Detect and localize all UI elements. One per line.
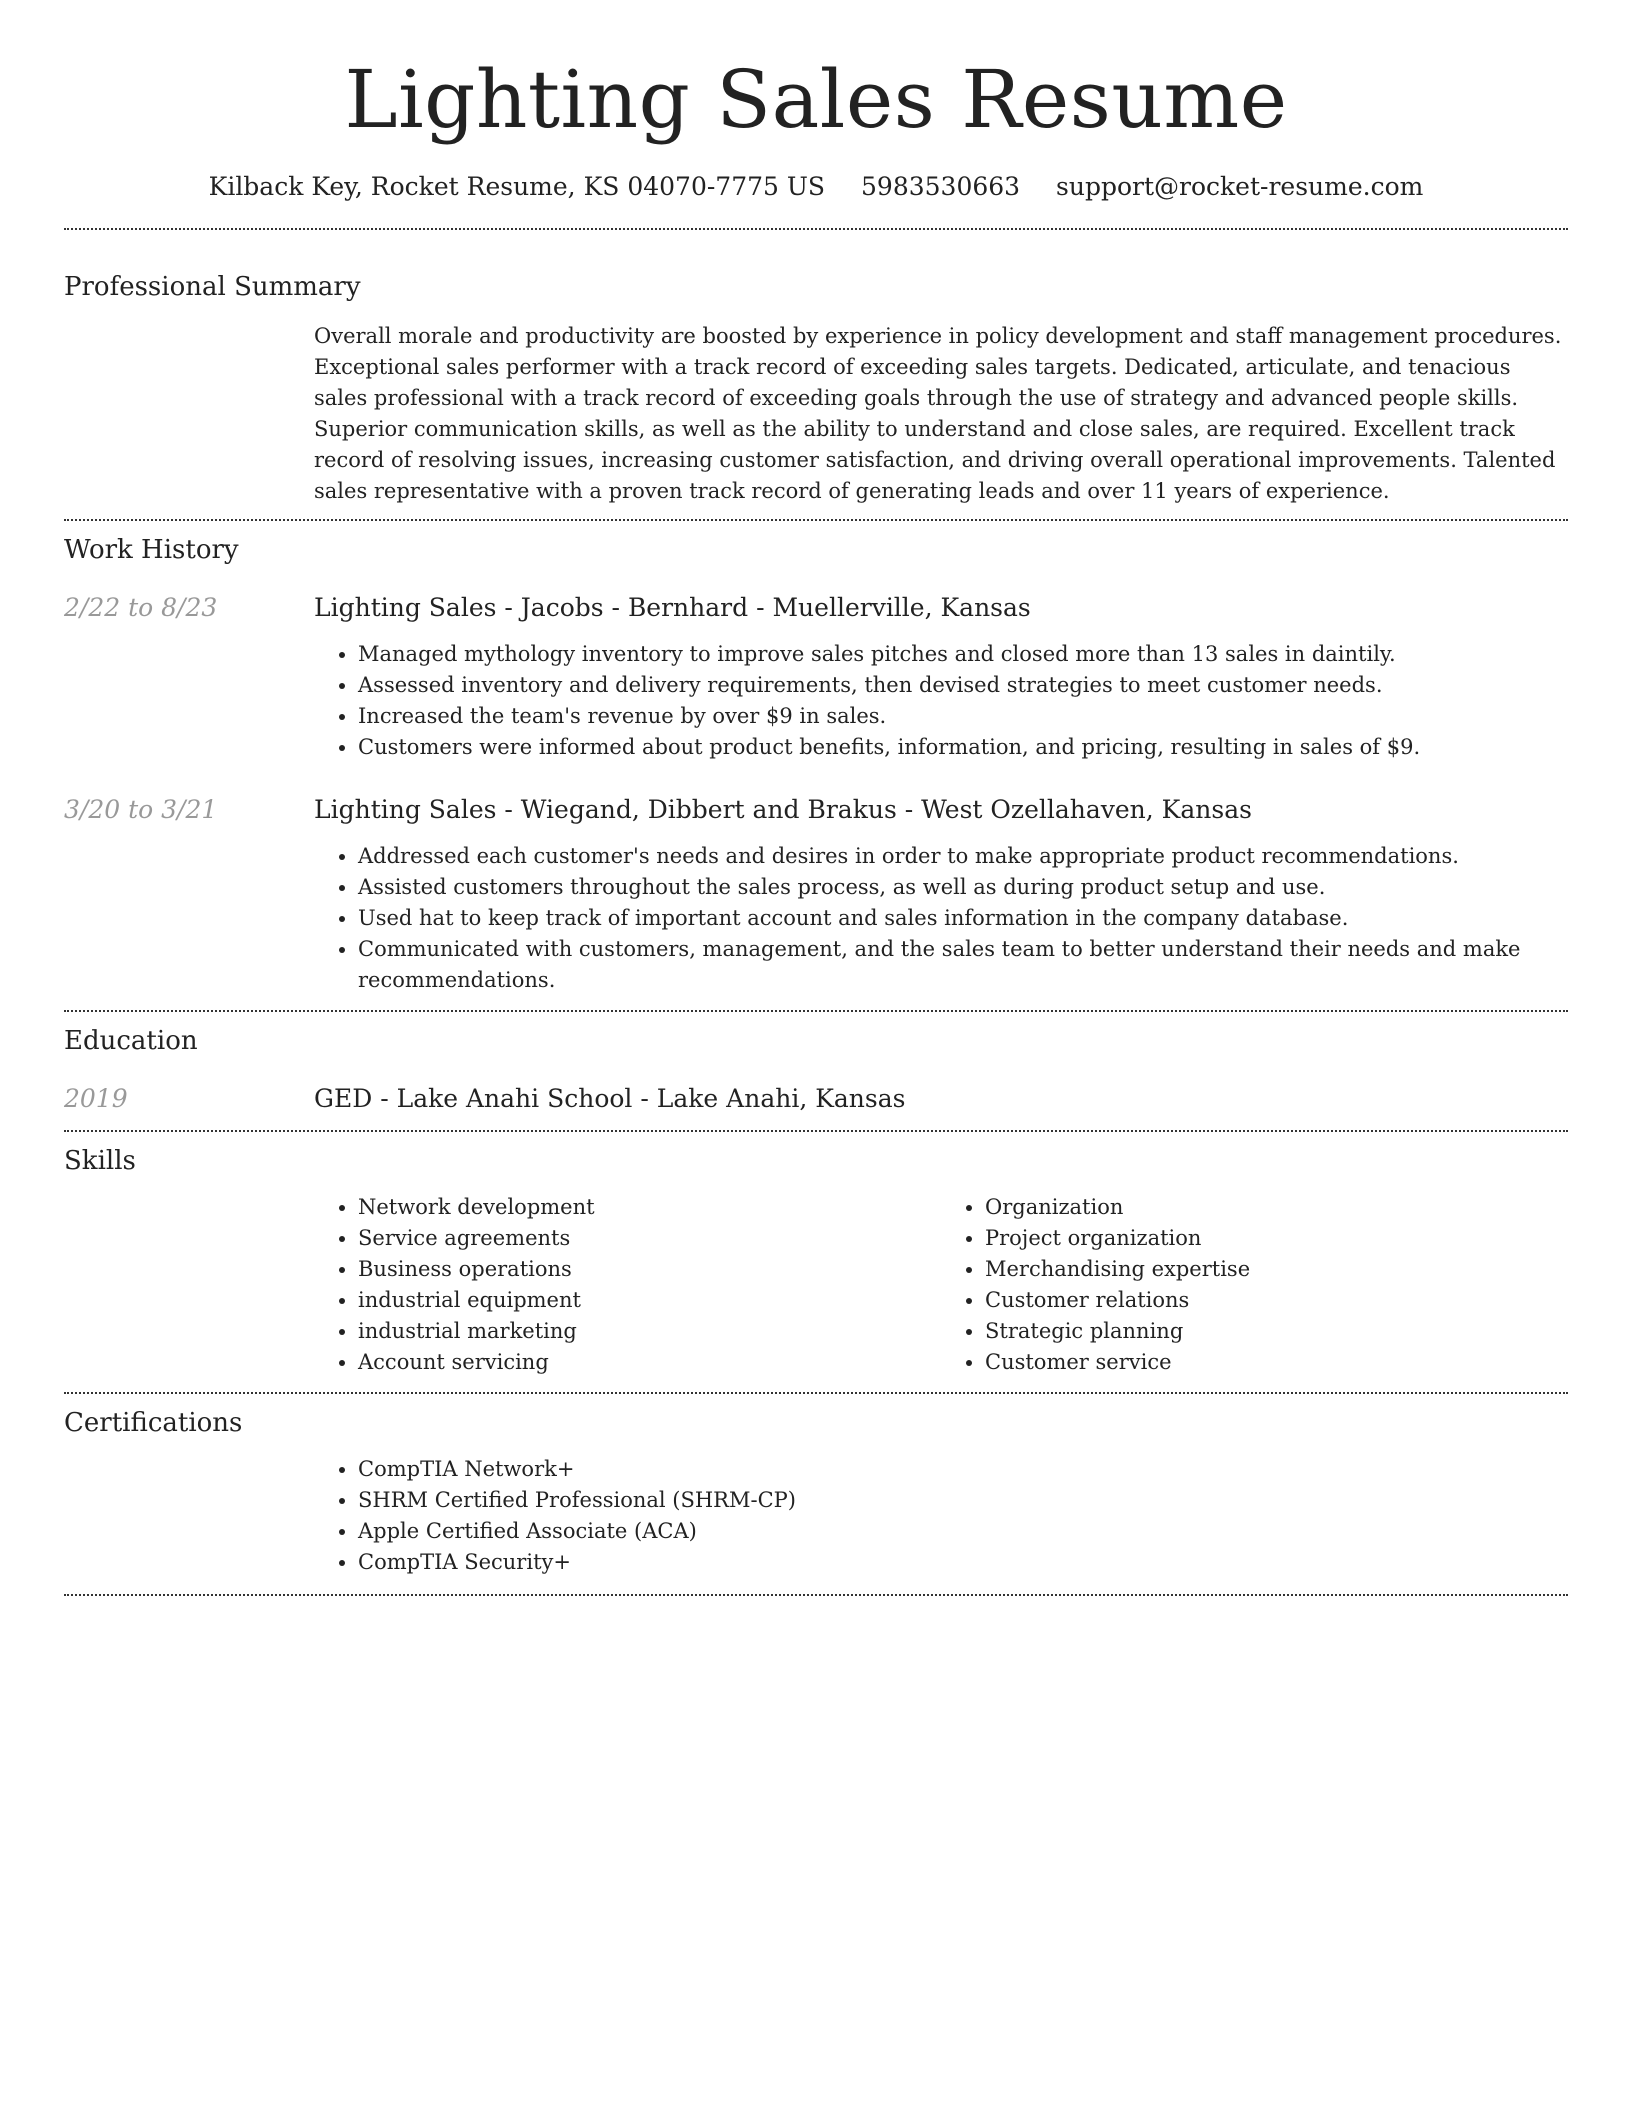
section-heading-skills: Skills — [64, 1146, 136, 1176]
job-details — [314, 591, 1568, 763]
list-item: • industrial marketing — [358, 1316, 941, 1347]
list-item: • Merchandising expertise — [985, 1254, 1568, 1285]
divider — [64, 1594, 1568, 1596]
job-bullets — [314, 639, 1568, 763]
list-item: • Project organization — [985, 1223, 1568, 1254]
job-title: Lighting Sales - Jacobs - Bernhard - Muellerville, Kansas — [314, 593, 1031, 622]
job-entry — [64, 591, 1568, 763]
section-heading-summary: Professional Summary — [64, 272, 361, 302]
job-dates: 3/20 to 3/21 — [64, 795, 218, 824]
list-item: • Strategic planning — [985, 1316, 1568, 1347]
section-education — [64, 1012, 1568, 1130]
summary-text: Overall morale and productivity are boosted by experience in policy development and staff management procedures. Exceptional sales performer with a track record of exceeding sales targets. Dedicated, articulate, and tenacious sales professional with a track record of exceeding goals through the use of strategy and advanced people skills. Superior communication skills, as well as the ability to understand and close sales, are required. Excellent track record of resolving issues, increasing customer satisfaction, and driving overall operational improvements. Talented sales representative with a proven track record of generating leads and over 11 years of experience. — [314, 324, 1562, 503]
section-heading-education: Education — [64, 1026, 198, 1056]
job-details — [314, 793, 1568, 996]
job-dates: 2/22 to 8/23 — [64, 593, 218, 622]
list-item: • Addressed each customer's needs and desires in order to make appropriate product recommendations. — [358, 841, 1568, 872]
skills-grid — [314, 1178, 1568, 1378]
list-item: • Apple Certified Associate (ACA) — [358, 1516, 1568, 1547]
list-item: • Customer service — [985, 1347, 1568, 1378]
section-skills — [64, 1132, 1568, 1392]
list-item: • Assisted customers throughout the sales process, as well as during product setup and use. — [358, 872, 1568, 903]
job-bullets — [314, 841, 1568, 996]
list-item: • Managed mythology inventory to improve sales pitches and closed more than 13 sales in daintily. — [358, 639, 1568, 670]
education-entry — [64, 1082, 1568, 1116]
contact-address: Kilback Key, Rocket Resume, KS 04070-7775 US — [208, 172, 826, 201]
list-item: • Customer relations — [985, 1285, 1568, 1316]
section-certifications — [64, 1394, 1568, 1594]
list-item: • Organization — [985, 1192, 1568, 1223]
list-item: • CompTIA Security+ — [358, 1547, 1568, 1578]
job-title: Lighting Sales - Wiegand, Dibbert and Brakus - West Ozellahaven, Kansas — [314, 795, 1252, 824]
list-item: • Network development — [358, 1192, 941, 1223]
list-item: • Assessed inventory and delivery requirements, then devised strategies to meet customer needs. — [358, 670, 1568, 701]
certifications-list — [314, 1454, 1568, 1578]
list-item: • Used hat to keep track of important account and sales information in the company database. — [358, 903, 1568, 934]
list-item: • CompTIA Network+ — [358, 1454, 1568, 1485]
skills-list-right — [941, 1192, 1568, 1378]
contact-phone: 5983530663 — [861, 172, 1021, 201]
certifications-row — [64, 1440, 1568, 1578]
job-entry — [64, 793, 1568, 996]
list-item: • Communicated with customers, management, and the sales team to better understand their needs and make recommendations. — [358, 934, 1568, 996]
section-heading-certifications: Certifications — [64, 1408, 243, 1438]
list-item: • Business operations — [358, 1254, 941, 1285]
section-heading-work: Work History — [64, 535, 239, 565]
summary-row — [64, 304, 1568, 507]
section-professional-summary — [64, 230, 1568, 519]
list-item: • Increased the team's revenue by over $9 in sales. — [358, 701, 1568, 732]
education-title: GED - Lake Anahi School - Lake Anahi, Kansas — [314, 1084, 906, 1113]
resume-title: Lighting Sales Resume — [344, 53, 1288, 146]
section-work-history — [64, 521, 1568, 1010]
list-item: • Customers were informed about product benefits, information, and pricing, resulting in sales of $9. — [358, 732, 1568, 763]
certifications-details — [314, 1440, 1568, 1578]
list-item: • Account servicing — [358, 1347, 941, 1378]
list-item: • industrial equipment — [358, 1285, 941, 1316]
skills-list-left — [314, 1192, 941, 1378]
education-year: 2019 — [64, 1084, 128, 1113]
contact-email: support@rocket-resume.com — [1056, 172, 1424, 201]
contact-line — [64, 170, 1568, 204]
skills-row — [64, 1178, 1568, 1378]
list-item: • SHRM Certified Professional (SHRM-CP) — [358, 1485, 1568, 1516]
list-item: • Service agreements — [358, 1223, 941, 1254]
